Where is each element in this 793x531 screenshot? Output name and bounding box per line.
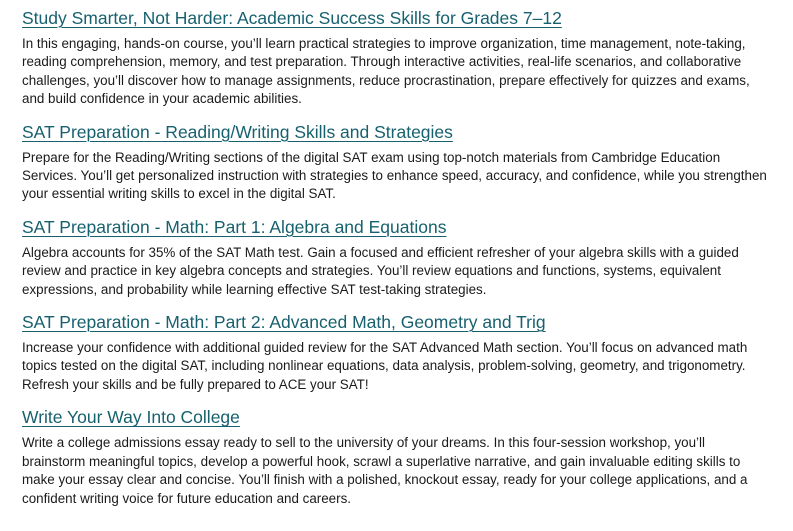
course-description: Write a college admissions essay ready to sell to the university of your dreams. In this four-session workshop, you’ll brainstorm meaningful topics, develop a powerful hook, scrawl a superlative narrative, and gain invaluable editing skills to make your essay clear and concise. You’ll finish with a polished, knockout essay, ready for your college applications, and a confident writing voice for future education and careers. bbox=[22, 435, 748, 506]
course-item bbox=[22, 405, 767, 508]
course-title-link-study-smarter[interactable]: Study Smarter, Not Harder: Academic Success Skills for Grades 7–12 bbox=[22, 8, 562, 28]
course-description: Prepare for the Reading/Writing sections of the digital SAT exam using top-notch materials from Cambridge Education Services. You’ll get personalized instruction with strategies to enhance speed, accuracy, and confidence, while you strengthen your essential writing skills to excel in the digital SAT. bbox=[22, 149, 767, 202]
course-item bbox=[22, 120, 767, 204]
course-title-link-write-your-way-into-college[interactable]: Write Your Way Into College bbox=[22, 407, 240, 428]
course-description: In this engaging, hands-on course, you’ll learn practical strategies to improve organization, time management, note-taking, reading comprehension, memory, and test preparation. Through interactive activities, real-life scenarios, and collaborative challenges, you’ll discover how to manage assignments, reduce procrastination, prepare effectively for quizzes and exams, and build confidence in your academic abilities. bbox=[22, 36, 750, 107]
course-item bbox=[22, 215, 767, 299]
course-description: Algebra accounts for 35% of the SAT Math test. Gain a focused and efficient refresher of your algebra skills with a guided review and practice in key algebra concepts and strategies. You’ll review equations and functions, systems, equivalent expressions, and probability while learning effective SAT test-taking strategies. bbox=[22, 244, 739, 297]
course-title-link-sat-math-part-2[interactable]: SAT Preparation - Math: Part 2: Advanced Math, Geometry and Trig bbox=[22, 312, 546, 333]
course-title-link-sat-reading-writing[interactable]: SAT Preparation - Reading/Writing Skills and Strategies bbox=[22, 121, 453, 142]
course-item bbox=[22, 310, 767, 394]
course-item bbox=[22, 6, 767, 109]
course-title-link-sat-math-part-1[interactable]: SAT Preparation - Math: Part 1: Algebra and Equations bbox=[22, 216, 447, 237]
course-list bbox=[22, 6, 767, 519]
course-description: Increase your confidence with additional guided review for the SAT Advanced Math section. You’ll focus on advanced math topics tested on the digital SAT, including nonlinear equations, data analysis, problem-solving, geometry, and trigonometry. Refresh your skills and be fully prepared to ACE your SAT! bbox=[22, 340, 748, 392]
